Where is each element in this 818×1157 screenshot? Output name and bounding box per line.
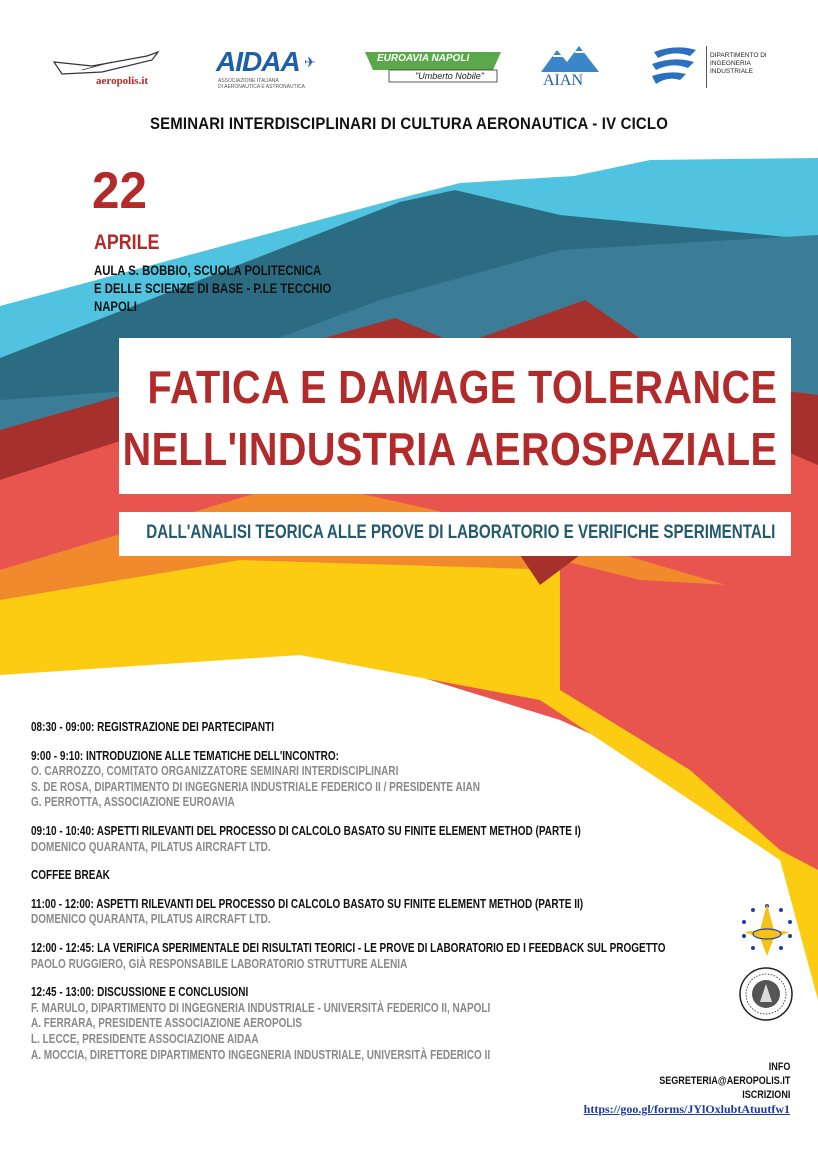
aidaa-sub2: DI AERONAUTICA E ASTRONAUTICA: [218, 84, 305, 90]
program-block: [31, 824, 731, 855]
date-day: 22: [92, 162, 147, 220]
dipartimento-logo: [650, 44, 775, 92]
program-item-head: 09:10 - 10:40: ASPETTI RILEVANTI DEL PROCESSO DI CALCOLO BASATO SU FINITE ELEMENT METHOD (PARTE I): [31, 823, 581, 838]
euroavia-name: EUROAVIA NAPOLI: [377, 53, 470, 64]
venue: [94, 262, 331, 316]
registration-link[interactable]: https://goo.gl/forms/JYlOxlubtAtuutfw1: [583, 1102, 790, 1116]
venue-line2: E DELLE SCIENZE DI BASE - P.LE TECCHIO: [94, 281, 332, 296]
dipartimento-swoosh-icon: [650, 44, 702, 90]
dip-line2: INGEGNERIA: [710, 60, 751, 67]
aeropolis-text: aeropolis.it: [96, 75, 149, 87]
program-speaker: DOMENICO QUARANTA, PILATUS AIRCRAFT LTD.: [31, 839, 271, 854]
venue-line3: NAPOLI: [94, 299, 137, 314]
program-item-head: 12:45 - 13:00: DISCUSSIONE E CONCLUSIONI: [31, 985, 249, 1000]
subtitle-box: [119, 512, 791, 556]
university-seal-icon: [738, 966, 794, 1022]
info-block: [584, 1060, 790, 1117]
program-speaker: S. DE ROSA, DIPARTIMENTO DI INGEGNERIA INDUSTRIALE FEDERICO II / PRESIDENTE AIAN: [31, 779, 480, 794]
program-speaker: O. CARROZZO, COMITATO ORGANIZZATORE SEMINARI INTERDISCIPLINARI: [31, 764, 399, 779]
aidaa-sub1: ASSOCIAZIONE ITALIANA: [218, 78, 279, 84]
venue-line1: AULA S. BOBBIO, SCUOLA POLITECNICA: [94, 263, 322, 278]
aian-mountain-icon: [539, 44, 601, 74]
program-item-head: 08:30 - 09:00: REGISTRAZIONE DEI PARTECIPANTI: [31, 720, 275, 734]
main-title-box: [119, 338, 791, 494]
program-speaker: A. FERRARA, PRESIDENTE ASSOCIAZIONE AEROPOLIS: [31, 1016, 302, 1031]
program-speaker: PAOLO RUGGIERO, GIÀ RESPONSABILE LABORATORIO STRUTTURE ALENIA: [31, 956, 408, 971]
program-block: [31, 941, 731, 972]
program-item-head: 9:00 - 9:10: INTRODUZIONE ALLE TEMATICHE DELL'INCONTRO:: [31, 748, 339, 763]
aidaa-name: AIDAA: [216, 46, 300, 77]
dip-line3: INDUSTRIALE: [710, 68, 753, 75]
program-block: [31, 868, 731, 884]
program-speaker: DOMENICO QUARANTA, PILATUS AIRCRAFT LTD.: [31, 912, 271, 927]
info-email[interactable]: SEGRETERIA@AEROPOLIS.IT: [658, 1075, 790, 1087]
euroavia-logo: [363, 48, 503, 84]
date-month: APRILE: [94, 231, 160, 254]
series-title: SEMINARI INTERDISCIPLINARI DI CULTURA AERONAUTICA - IV CICLO: [149, 114, 669, 133]
program-speaker: G. PERROTTA, ASSOCIAZIONE EUROAVIA: [31, 795, 235, 810]
aidaa-logo: [212, 46, 322, 92]
program-block: [31, 985, 731, 1063]
dip-line1: DIPARTIMENTO DI: [710, 52, 767, 59]
program-speaker: L. LECCE, PRESIDENTE ASSOCIAZIONE AIDAA: [31, 1031, 259, 1046]
plane-icon: ✈: [304, 54, 316, 70]
program-block: [31, 749, 731, 811]
program: [31, 720, 731, 1076]
euroavia-sub: "Umberto Nobile": [415, 71, 484, 81]
program-item-head: 11:00 - 12:00: ASPETTI RILEVANTI DEL PROCESSO DI CALCOLO BASATO SU FINITE ELEMENT METHOD (PARTE II): [31, 896, 584, 911]
main-title-line2: NELL'INDUSTRIA AEROSPAZIALE: [122, 423, 777, 475]
info-label: INFO: [768, 1061, 790, 1073]
program-speaker: F. MARULO, DIPARTIMENTO DI INGEGNERIA INDUSTRIALE - UNIVERSITÀ FEDERICO II, NAPOLI: [31, 1000, 491, 1015]
program-block: [31, 720, 731, 736]
subtitle: DALL'ANALISI TEORICA ALLE PROVE DI LABORATORIO E VERIFICHE SPERIMENTALI: [145, 522, 775, 543]
aian-logo: [539, 44, 601, 92]
program-speaker: A. MOCCIA, DIRETTORE DIPARTIMENTO INGEGNERIA INDUSTRIALE, UNIVERSITÀ FEDERICO II: [31, 1047, 491, 1062]
program-item-head: COFFEE BREAK: [31, 868, 110, 883]
aeropolis-logo: [52, 48, 167, 90]
program-block: [31, 897, 731, 928]
program-item-head: 12:00 - 12:45: LA VERIFICA SPERIMENTALE DEI RISULTATI TEORICI - LE PROVE DI LABORATORIO ED I FEEDBACK SUL PROGETTO: [31, 940, 666, 955]
main-title-line1: FATICA E DAMAGE TOLERANCE: [147, 361, 777, 413]
star-logo-icon: [738, 900, 796, 958]
aian-text: AIAN: [543, 72, 583, 89]
iscrizioni-label: ISCRIZIONI: [741, 1089, 790, 1101]
